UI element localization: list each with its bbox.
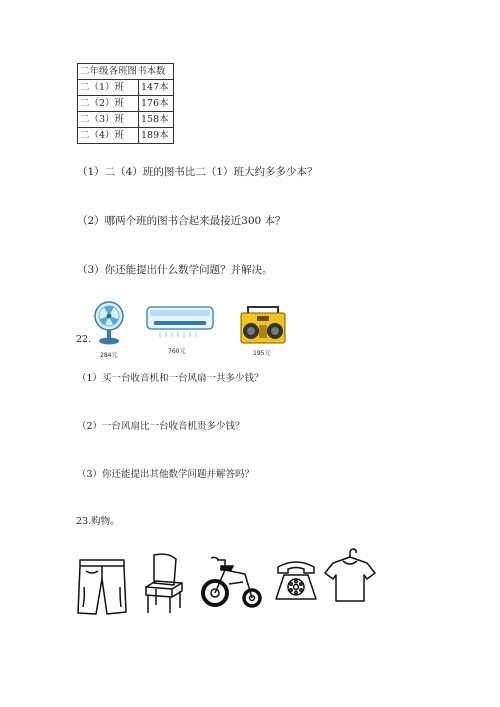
count-cell: 176本 [139, 96, 174, 112]
telephone-icon [274, 557, 318, 603]
count-cell: 189本 [139, 128, 174, 144]
class-cell: 二（1）班 [78, 80, 139, 96]
fan-price: 284元 [100, 352, 118, 359]
question-22-1: （1）买一台收音机和一台风扇一共多少钱？ [77, 373, 264, 384]
class-cell: 二（2）班 [78, 96, 139, 112]
count-cell: 158本 [139, 112, 174, 128]
table-row [78, 96, 174, 112]
shirt-icon [323, 547, 377, 603]
air-conditioner-icon [146, 306, 214, 340]
question-21-1: （1）二（4）班的图书比二（1）班大约多多少本？ [77, 166, 318, 178]
table-row [78, 80, 174, 96]
question-22-2: （2）一台风扇比一台收音机贵多少钱？ [77, 421, 245, 432]
question-number-22: 22. [76, 334, 92, 345]
count-cell: 147本 [139, 80, 174, 96]
radio-icon [240, 304, 286, 344]
section-23-title: 23.购物。 [76, 516, 120, 527]
question-21-3: （3）你还能提出什么数学问题？并解决。 [77, 264, 273, 276]
class-cell: 二（4）班 [78, 128, 139, 144]
class-cell: 二（3）班 [78, 112, 139, 128]
book-count-table [77, 63, 174, 144]
fan-icon [92, 300, 126, 346]
tricycle-icon [199, 556, 265, 610]
chair-icon [142, 553, 184, 615]
question-21-2: （2）哪两个班的图书合起来最接近300 本？ [77, 215, 286, 227]
radio-price: 195元 [253, 350, 271, 357]
table-header-row [78, 64, 174, 80]
table-row [78, 112, 174, 128]
question-22-3: （3）你还能提出其他数学问题并解答吗？ [77, 469, 255, 480]
table-header: 二年级各班图书本数 [78, 64, 174, 80]
table-row [78, 128, 174, 144]
air-conditioner-price: 760元 [168, 348, 186, 355]
pants-icon [76, 557, 128, 617]
